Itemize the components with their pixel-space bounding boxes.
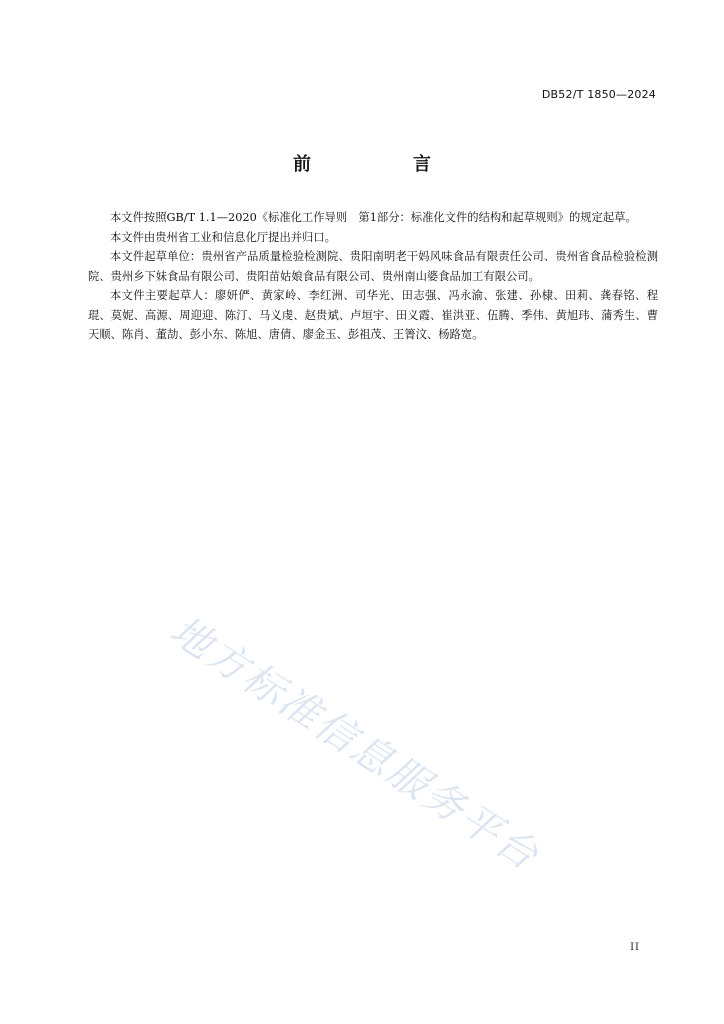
section-title: 前 言 [293, 154, 473, 175]
page-number: II [630, 942, 640, 953]
paragraph-drafting-units: 本文件起草单位：贵州省产品质量检验检测院、贵阳南明老干妈风味食品有限责任公司、贵州省食品检验检测院、贵州乡下妹食品有限公司、贵阳苗姑娘食品有限公司、贵州南山婆食品加工有限公司。 [88, 250, 658, 283]
paragraph-drafters: 本文件主要起草人：廖妍俨、黄家岭、李红洲、司华光、田志强、冯永渝、张建、孙棣、田莉、龚春铭、程琨、莫妮、高源、周迎迎、陈汀、马义虔、赵贵斌、卢垣宇、田义霞、崔洪亚、伍腾、季伟、黄旭玮、蒲秀生、曹天顺、陈肖、董劼、彭小东、陈旭、唐倩、廖金玉、彭祖茂、王箐汶、杨路宽。 [88, 289, 658, 341]
watermark: 地方标准信息服务平台 [162, 607, 548, 881]
foreword-body [88, 208, 658, 345]
paragraph-drafting-rules: 本文件按照GB/T 1.1—2020《标准化工作导则 第1部分：标准化文件的结构和起草规则》的规定起草。 [110, 211, 637, 224]
document-code: DB52/T 1850—2024 [541, 88, 656, 101]
paragraph-proposer: 本文件由贵州省工业和信息化厅提出并归口。 [110, 230, 336, 244]
